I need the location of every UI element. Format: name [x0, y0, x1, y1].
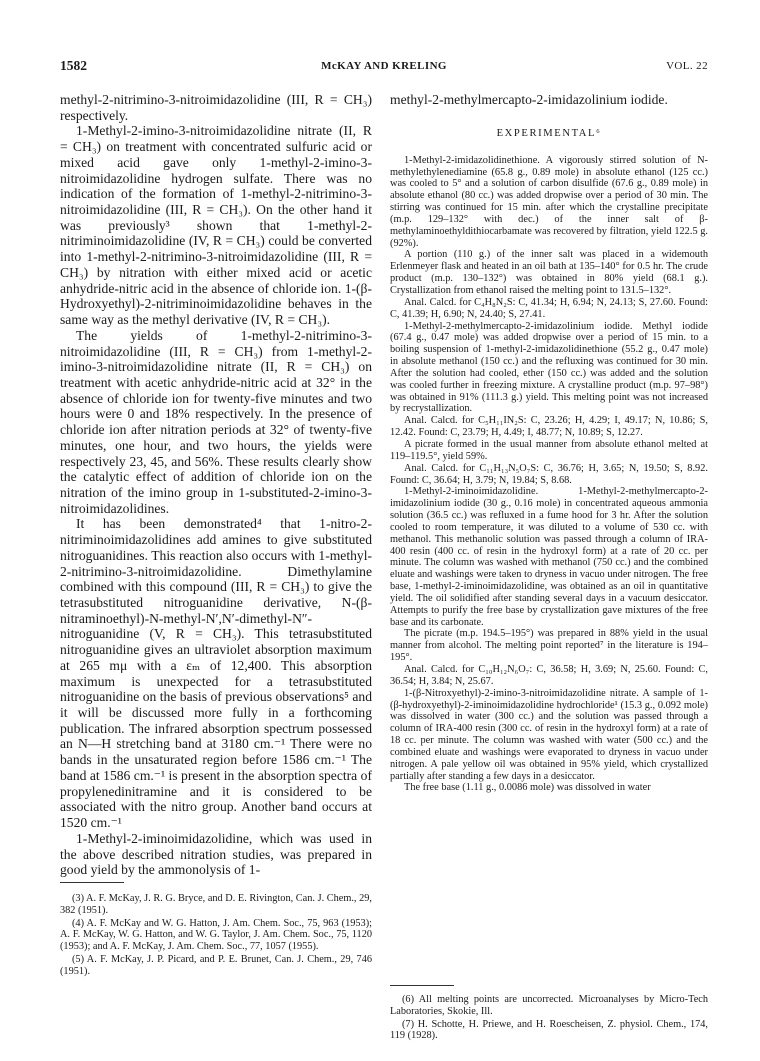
- footnote: (7) H. Schotte, H. Priewe, and H. Roescheisen, Z. physiol. Chem., 174, 119 (1928).: [390, 1018, 708, 1042]
- experimental-paragraph: 1-Methyl-2-iminoimidazolidine. 1-Methyl-2-methylmercapto-2-imidazolinium iodide (30 g., 0.16 mole) in concentrated aqueous ammonia solution (36.5 cc.) was refluxed in a fume hood for 3 hr. After the solution cooled to room temperature, it was diluted to a volume of 530 cc. with methanol. This methanolic solution was passed through a column of IRA-400 resin (400 cc. of resin in the hydroxyl form) at a rate of 20 cc. per minute. The column was washed with methanol (750 cc.) and the combined eluate and washings were taken to dryness in vacuo under nitrogen. The free base, 1-methyl-2-iminoimidazolidine, was obtained as an oil in quantitative yield. The oil solidified after standing several days in a vacuum desiccator. Attempts to purify the free base by crystallization gave mixtures of the free base and its carbonate.: [390, 486, 708, 628]
- analysis-paragraph: Anal. Calcd. for C₅H₁₁IN₂S: C, 23.26; H, 4.29; I, 49.17; N, 10.86; S, 12.42. Found: C, 23.79; H, 4.49; I, 48.77; N, 10.89; S, 12.27.: [390, 415, 708, 439]
- experimental-paragraph: A portion (110 g.) of the inner salt was placed in a widemouth Erlenmeyer flask and heated in an oil bath at 135–140° for 0.5 hr. The crude product (m.p. 130–132°) was obtained in 80% yield (68.1 g.). Crystallization from ethanol raised the melting point to 131.5–132°.: [390, 249, 708, 296]
- experimental-paragraph: 1-Methyl-2-methylmercapto-2-imidazolinium iodide. Methyl iodide (67.4 g., 0.47 mole) was added dropwise over a period of 15 min. to a boiling suspension of 1-methyl-2-imidazolidinethione (55.2 g., 0.47 mole) in absolute methanol (150 cc.) and the refluxing was continued for 30 min. After the solution had cooled, ether (150 cc.) was added and the solution was cooled further in freezing mixture. A crystalline product (m.p. 97–98°) was obtained in 91% (111.3 g.) yield. This melting point was not increased by recrystallization.: [390, 320, 708, 415]
- body-paragraph: The yields of 1-methyl-2-nitrimino-3-nitroimidazolidine (III, R = CH₃) from 1-methyl-2-imino-3-nitroimidazolidine nitrate (II, R = CH₃) on treatment with acetic anhydride-nitric acid at 32° in the absence of chloride ion for twenty-five minutes and two hours were 0 and 18% respectively. In the presence of chloride ion after nitration periods at 32° of twenty-five minutes, one hour, and two hours, the yields were respectively 23, 45, and 56%. These results clearly show the catalytic effect of addition of chloride ion on the nitration of the imino group in 1-substituted-2-imino-3-nitroimidazolidines.: [60, 327, 372, 516]
- experimental-paragraph: The free base (1.11 g., 0.0086 mole) was dissolved in water: [404, 782, 651, 794]
- footnote: (6) All melting points are uncorrected. Microanalyses by Micro-Tech Laboratories, Skokie, Ill.: [390, 994, 708, 1017]
- running-title: McKAY AND KRELING: [321, 60, 447, 72]
- experimental-paragraph: A picrate formed in the usual manner from absolute ethanol melted at 119–119.5°, yield 59%.: [390, 438, 708, 462]
- section-heading: EXPERIMENTAL⁶: [496, 127, 602, 139]
- footnote: (3) A. F. McKay, J. R. G. Bryce, and D. E. Rivington, Can. J. Chem., 29, 382 (1951).: [60, 893, 372, 916]
- volume-label: VOL. 22: [666, 60, 708, 72]
- left-column: [60, 92, 372, 878]
- body-paragraph: 1-Methyl-2-iminoimidazolidine, which was used in the above described nitration studies, was prepared in good yield by the ammonolysis of 1-: [60, 830, 372, 878]
- right-footnotes: [390, 985, 708, 1043]
- analysis-paragraph: Anal. Calcd. for C₄H₈N₂S: C, 41.34; H, 6.94; N, 24.13; S, 27.60. Found: C, 41.39; H, 6.90; N, 24.40; S, 27.41.: [390, 296, 708, 320]
- footnote: (5) A. F. McKay, J. P. Picard, and P. E. Brunet, Can. J. Chem., 29, 746 (1951).: [60, 953, 372, 977]
- body-paragraph: 1-Methyl-2-imino-3-nitroimidazolidine nitrate (II, R = CH₃) on treatment with concentrated sulfuric acid or mixed acid gave only 1-methyl-2-imino-3-nitroimidazolidine hydrogen sulfate. There was no indication of the formation of 1-methyl-2-nitrimino-3-nitroimidazolidine (III, R = CH₃). On the other hand it was previously³ shown that 1-methyl-2-nitriminoimidazolidine (IV, R = CH₃) could be converted into 1-methyl-2-nitrimino-3-nitroimidazolidine (III, R = CH₃) by nitration with either mixed acid or acetic anhydride-nitric acid in the absence of chloride ion. 1-(β-Hydroxyethyl)-2-nitriminoimidazolidine behaves in the same way as the methyl derivative (IV, R = CH₃).: [60, 123, 372, 328]
- body-paragraph: It has been demonstrated⁴ that 1-nitro-2-nitriminoimidazolidines add amines to give substituted nitroguanidines. This reaction also occurs with 1-methyl-2-nitrimino-3-nitroimidazolidine. Dimethylamine combined with this compound (III, R = CH₃) to give the tetrasubstituted nitroguanidine derivative, N-(β-nitraminoethyl)-N-methyl-N′,N′-dimethyl-N″-nitroguanidine (V, R = CH₃). This tetrasubstituted nitroguanidine gives an ultraviolet absorption maximum at 265 mμ with a εₘ of 12,400. This absorption maximum is unexpected for a tetrasubstituted nitroguanidine on the basis of previous observations⁵ and it will be discussed more fully in a forthcoming publication. The infrared absorption spectrum possessed an N—H stretching band at 3180 cm.⁻¹ There were no bands in the unsaturated region before 1586 cm.⁻¹ The band at 1586 cm.⁻¹ is present in the absorption spectra of propylenedinitramine and it is considered to be associated with the nitro group. Another band occurs at 1520 cm.⁻¹: [60, 516, 372, 831]
- body-paragraph: methyl-2-methylmercapto-2-imidazolinium iodide.: [390, 92, 668, 107]
- experimental-paragraph: The picrate (m.p. 194.5–195°) was prepared in 88% yield in the usual manner from alcohol. The melting point reported⁷ in the literature is 194–195°.: [390, 628, 708, 664]
- page-header: [60, 58, 708, 78]
- right-column: [390, 92, 708, 794]
- footnote-rule: [390, 985, 454, 986]
- footnote: (4) A. F. McKay and W. G. Hatton, J. Am. Chem. Soc., 75, 963 (1953); A. F. McKay, W. G. Hatton, and W. G. Taylor, J. Am. Chem. Soc., 75, 1120 (1953); and A. F. McKay, J. Am. Chem. Soc., 77, 1057 (1955).: [60, 917, 372, 953]
- body-paragraph: methyl-2-nitrimino-3-nitroimidazolidine (III, R = CH₃) respectively.: [60, 92, 372, 123]
- analysis-paragraph: Anal. Calcd. for C₁₀H₁₂N₆O₇: C, 36.58; H, 3.69; N, 25.60. Found: C, 36.54; H, 3.84; N, 25.67.: [390, 664, 708, 687]
- analysis-paragraph: Anal. Calcd. for C₁₁H₁₃N₅O₇S: C, 36.76; H, 3.65; N, 19.50; S, 8.92. Found: C, 36.64; H, 3.79; N, 19.84; S, 8.68.: [390, 462, 708, 486]
- experimental-paragraph: 1-(β-Nitroxyethyl)-2-imino-3-nitroimidazolidine nitrate. A sample of 1-(β-hydroxyethyl)-2-iminoimidazolidine hydrochloride¹ (15.3 g., 0.092 mole) was dissolved in water (300 cc.) and the solution was passed through a column of IRA-400 resin (300 cc. of resin in the hydroxyl form) at a rate of 18 cc. per minute. The column was washed with water (500 cc.) and the combined eluate and washings were evaporated to dryness in vacuo under nitrogen. A pale yellow oil was obtained in 95% yield, which crystallized partially after standing a few days in a desiccator.: [390, 687, 708, 782]
- page-number: 1582: [60, 58, 87, 73]
- footnote-rule: [60, 882, 124, 883]
- left-footnotes: [60, 868, 372, 979]
- experimental-paragraph: 1-Methyl-2-imidazolidinethione. A vigorously stirred solution of N-methylethylenediamine (65.8 g., 0.89 mole) in absolute ethanol (125 cc.) was cooled to 5° and a solution of carbon disulfide (67.6 g., 0.89 mole) in absolute ethanol (80 cc.) was added dropwise over a period of 30 min. The stirring was continued for 15 min. after which the crystalline precipitate (m.p. 129–132° with dec.) of the inner salt of β-methylaminoethyldithiocarbamate was recovered by filtration, yield 122.5 g. (92%).: [390, 154, 708, 249]
